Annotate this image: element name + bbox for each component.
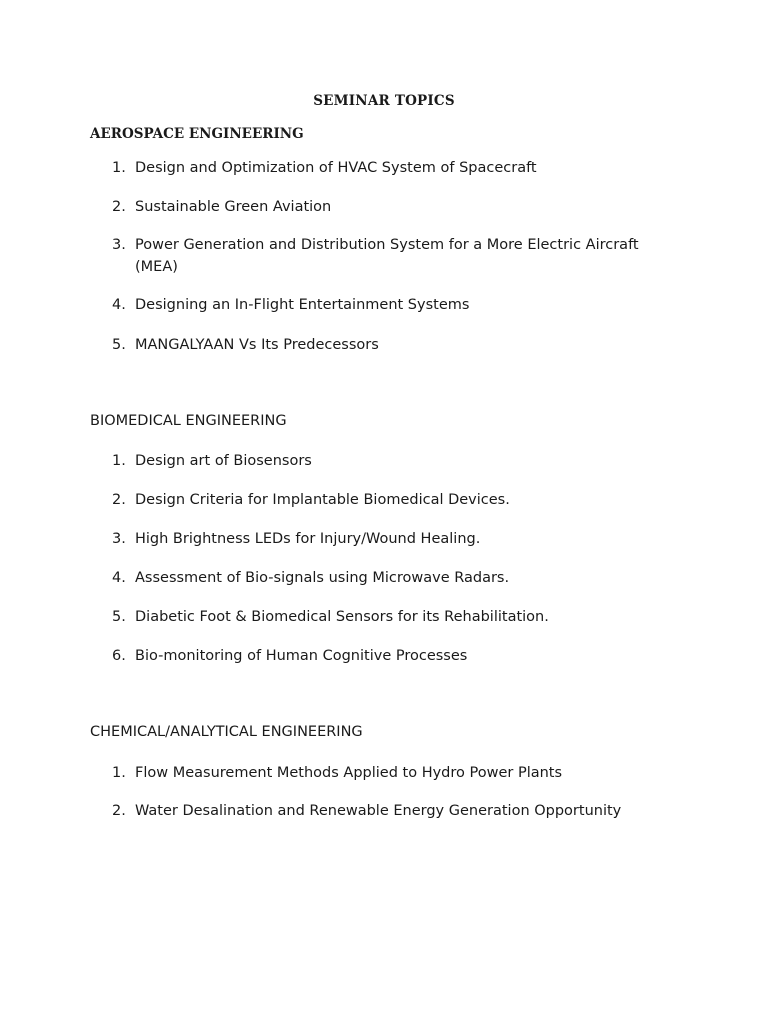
list-number: 2.	[112, 199, 126, 215]
list-number: 1.	[112, 453, 126, 469]
list-text: Diabetic Foot & Biomedical Sensors for its Rehabilitation.	[135, 609, 549, 625]
list-number: 2.	[112, 803, 126, 819]
list-text: Sustainable Green Aviation	[135, 199, 332, 215]
section-heading-biomedical: BIOMEDICAL ENGINEERING	[90, 413, 287, 429]
list-text: Power Generation and Distribution System for a More Electric Aircraft (MEA)	[135, 237, 639, 275]
list-number: 4.	[112, 570, 126, 586]
list-number: 5.	[112, 609, 126, 625]
section-heading-aerospace: AEROSPACE ENGINEERING	[90, 126, 304, 142]
list-number: 2.	[112, 492, 126, 508]
list-number: 1.	[112, 765, 126, 781]
list-text: Design Criteria for Implantable Biomedical Devices.	[135, 492, 510, 508]
list-text: Design art of Biosensors	[135, 453, 312, 469]
list-number: 5.	[112, 337, 126, 353]
list-number: 4.	[112, 297, 126, 313]
section-heading-chemical: CHEMICAL/ANALYTICAL ENGINEERING	[90, 724, 363, 740]
list-text: MANGALYAAN Vs Its Predecessors	[135, 337, 379, 353]
list-number: 3.	[112, 237, 126, 253]
list-number: 1.	[112, 160, 126, 176]
list-text: High Brightness LEDs for Injury/Wound Healing.	[135, 531, 481, 547]
list-text: Design and Optimization of HVAC System of Spacecraft	[135, 160, 537, 176]
list-text: Water Desalination and Renewable Energy Generation Opportunity	[135, 803, 622, 819]
list-number: 6.	[112, 648, 126, 664]
document-title: SEMINAR TOPICS	[313, 93, 455, 109]
list-text: Flow Measurement Methods Applied to Hydro Power Plants	[135, 765, 563, 781]
list-text: Bio-monitoring of Human Cognitive Processes	[135, 648, 468, 664]
list-text: Assessment of Bio-signals using Microwave Radars.	[135, 570, 510, 586]
list-text: Designing an In-Flight Entertainment Systems	[135, 297, 470, 313]
list-number: 3.	[112, 531, 126, 547]
